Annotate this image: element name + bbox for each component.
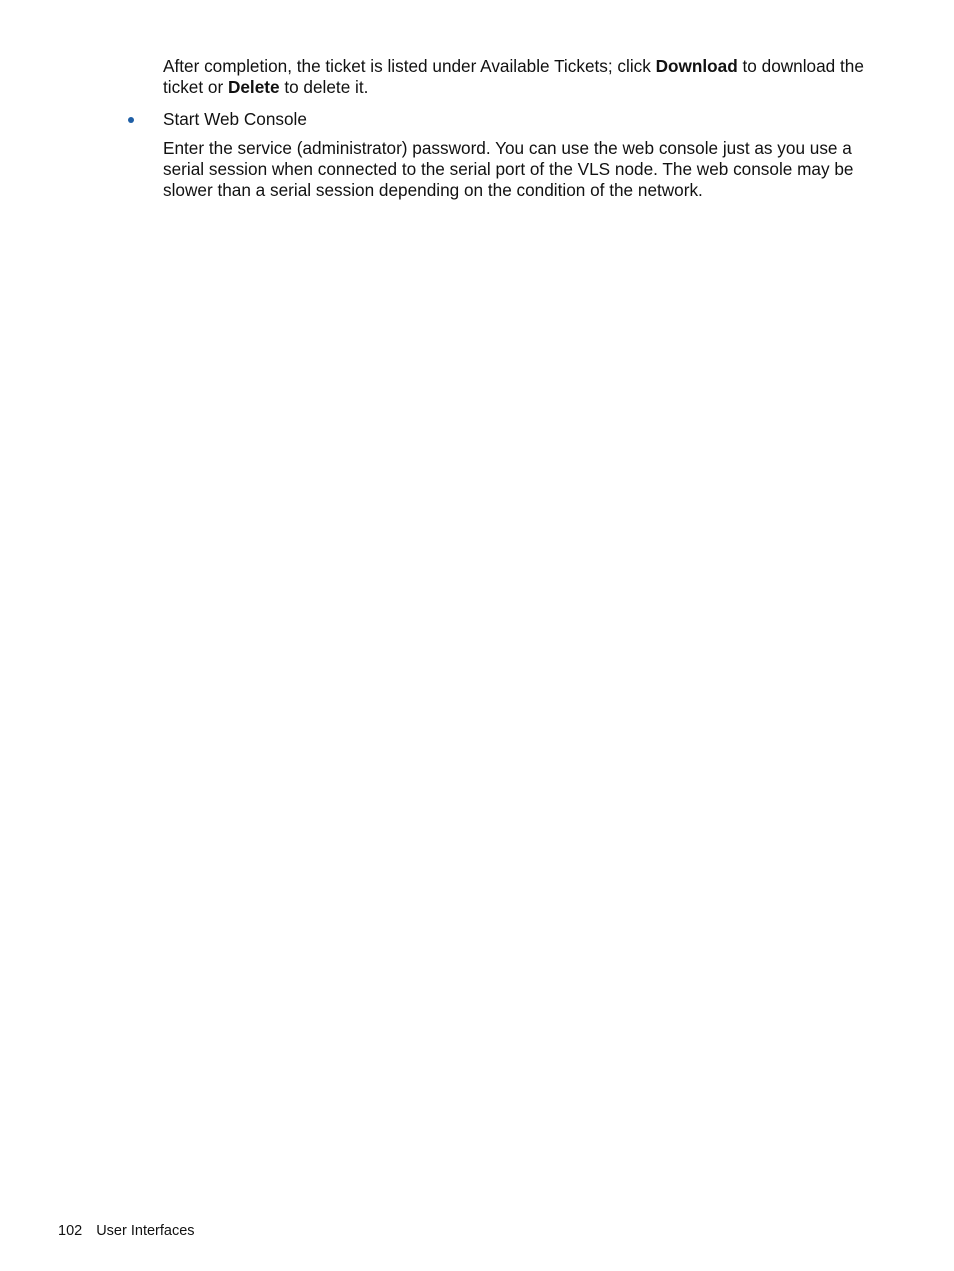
delete-term: Delete bbox=[227, 76, 280, 97]
completion-paragraph bbox=[163, 56, 868, 98]
page-footer bbox=[58, 1222, 195, 1240]
completion-text-2: to download the ticket or bbox=[163, 56, 864, 97]
download-term: Download bbox=[655, 56, 738, 76]
list-item-label: Start Web Console bbox=[163, 109, 307, 129]
page-number: 102 bbox=[58, 1223, 83, 1239]
completion-text-1: After completion, the ticket is listed under Available Tickets; click bbox=[163, 56, 656, 76]
web-console-description: Enter the service (administrator) password. You can use the web console just as you use a serial session when connected to the serial port of the VLS node. The web console may be slower than a serial session depending on the condition of the network. bbox=[163, 138, 854, 200]
footer-section-title: User Interfaces bbox=[96, 1223, 195, 1239]
completion-text-3: to delete it. bbox=[279, 76, 369, 97]
bullet-icon bbox=[128, 117, 134, 123]
